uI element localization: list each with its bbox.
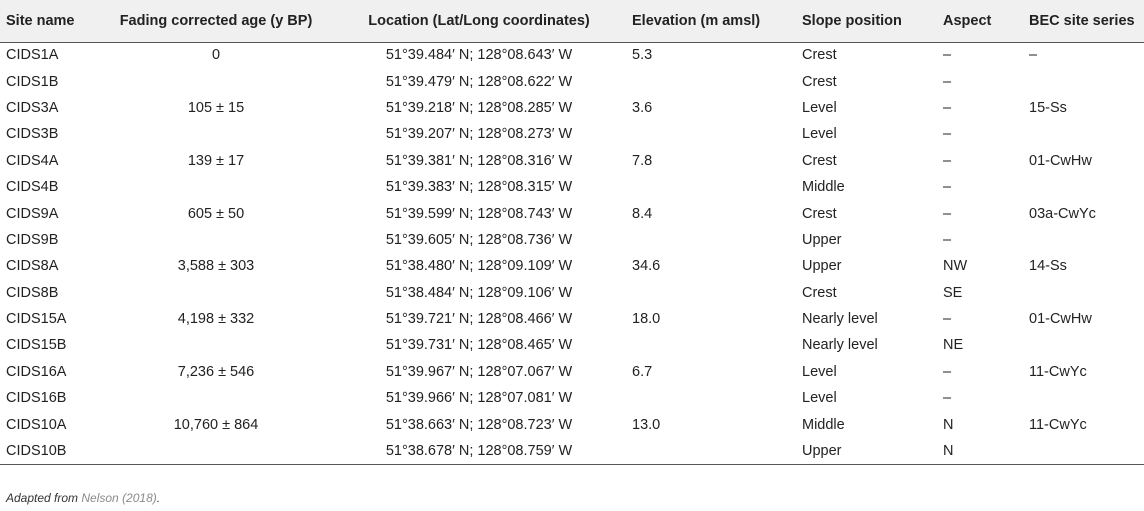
table-cell: Crest xyxy=(802,205,837,222)
table-cell: – xyxy=(943,152,952,169)
table-cell xyxy=(100,385,332,411)
table-cell: 51°39.605′ N; 128°08.736′ W xyxy=(385,231,573,248)
table-cell: 51°38.663′ N; 128°08.723′ W xyxy=(385,416,573,433)
table-cell: – xyxy=(943,73,952,90)
table-row xyxy=(0,385,1144,411)
table-cell: 51°38.678′ N; 128°08.759′ W xyxy=(332,438,626,464)
table-cell: 51°39.599′ N; 128°08.743′ W xyxy=(385,205,573,222)
table-cell xyxy=(1023,121,1144,147)
table-cell: 105 ± 15 xyxy=(187,99,245,116)
table-cell: Upper xyxy=(802,231,842,248)
table-row xyxy=(0,332,1144,358)
table-cell: 13.0 xyxy=(632,416,661,433)
table-cell: 01-CwHw xyxy=(1029,152,1092,169)
table-cell: Middle xyxy=(802,416,845,433)
table-cell: 5.3 xyxy=(632,47,653,64)
table-cell: 10,760 ± 864 xyxy=(173,416,259,433)
table-cell: CIDS9B xyxy=(6,231,59,248)
table-cell: 139 ± 17 xyxy=(187,152,245,169)
table-cell: – xyxy=(943,47,952,64)
table-cell: 4,198 ± 332 xyxy=(177,311,255,328)
header-row xyxy=(0,0,1144,42)
table-cell xyxy=(1023,385,1144,411)
table-cell: Middle xyxy=(802,179,845,196)
table-cell xyxy=(1023,68,1144,94)
table-header xyxy=(0,0,1144,42)
table-cell: CIDS10B xyxy=(0,438,100,464)
table-cell: Crest xyxy=(802,73,837,90)
table-cell: 51°39.731′ N; 128°08.465′ W xyxy=(385,337,573,354)
table-cell: Nearly level xyxy=(802,311,878,328)
table-cell: CIDS16A xyxy=(6,363,67,380)
table-cell: – xyxy=(943,99,952,116)
table-cell xyxy=(626,227,796,253)
table-cell: Level xyxy=(802,363,837,380)
table-cell xyxy=(626,332,796,358)
table-cell: 7,236 ± 546 xyxy=(177,363,255,380)
column-header: Site name xyxy=(0,0,100,42)
table-cell: 51°38.484′ N; 128°09.106′ W xyxy=(385,284,573,301)
table-cell xyxy=(1023,174,1144,200)
table-cell xyxy=(100,68,332,94)
table-cell: CIDS4A xyxy=(6,152,59,169)
table-cell: 8.4 xyxy=(632,205,653,222)
table-cell: 0 xyxy=(211,47,221,64)
table-cell xyxy=(100,280,332,306)
table-cell: CIDS1B xyxy=(6,73,59,90)
table-cell: 18.0 xyxy=(632,311,661,328)
table-cell: CIDS8B xyxy=(6,284,59,301)
table-cell: CIDS3B xyxy=(6,126,59,143)
table-cell xyxy=(100,227,332,253)
table-cell: – xyxy=(943,390,952,407)
caption-reference-link[interactable]: Nelson (2018) xyxy=(81,491,157,505)
table-cell: Crest xyxy=(802,284,837,301)
caption-suffix: . xyxy=(156,491,161,505)
table-cell: 6.7 xyxy=(632,363,653,380)
table-cell: – xyxy=(943,363,952,380)
table-cell xyxy=(100,438,332,464)
table-row xyxy=(0,306,1144,332)
table-cell: N xyxy=(937,438,1023,464)
column-header: BEC site series xyxy=(1023,0,1144,42)
table-cell: Crest xyxy=(802,47,837,64)
table-cell: 11-CwYc xyxy=(1029,416,1087,433)
table-cell: 51°39.484′ N; 128°08.643′ W xyxy=(385,47,573,64)
table-cell: Upper xyxy=(796,438,937,464)
table-row xyxy=(0,121,1144,147)
table-cell: NE xyxy=(943,337,964,354)
table-cell: 15-Ss xyxy=(1029,99,1067,116)
column-header: Aspect xyxy=(937,0,1023,42)
table-cell xyxy=(1023,280,1144,306)
table-cell: CIDS16B xyxy=(6,390,67,407)
table-cell: 01-CwHw xyxy=(1029,311,1092,328)
table-cell xyxy=(1023,332,1144,358)
table-cell xyxy=(626,438,796,464)
table-row xyxy=(0,148,1144,174)
table-row xyxy=(0,359,1144,385)
column-header: Elevation (m amsl) xyxy=(626,0,796,42)
table-cell: 3,588 ± 303 xyxy=(177,258,255,275)
table-cell xyxy=(626,280,796,306)
table-cell: CIDS15A xyxy=(6,311,67,328)
table-cell: 14-Ss xyxy=(1029,258,1067,275)
table-cell: Level xyxy=(802,126,837,143)
column-header: Fading corrected age (y BP) xyxy=(100,0,332,42)
column-header: Location (Lat/Long coordinates) xyxy=(332,0,626,42)
table-row xyxy=(0,280,1144,306)
table-body xyxy=(0,42,1144,464)
table-cell: SE xyxy=(943,284,963,301)
table-cell: Nearly level xyxy=(802,337,878,354)
table-cell xyxy=(626,385,796,411)
table-cell: Level xyxy=(802,99,837,116)
table-row xyxy=(0,438,1144,464)
table-cell xyxy=(1023,227,1144,253)
table-cell: – xyxy=(1029,47,1038,64)
table-cell: 03a-CwYc xyxy=(1029,205,1096,222)
table-cell: 51°38.480′ N; 128°09.109′ W xyxy=(385,258,573,275)
table-cell: CIDS15B xyxy=(6,337,67,354)
table-row xyxy=(0,227,1144,253)
table-row xyxy=(0,253,1144,279)
table-cell: 51°39.383′ N; 128°08.315′ W xyxy=(385,179,573,196)
table-cell xyxy=(626,121,796,147)
table-row xyxy=(0,95,1144,121)
caption-prefix: Adapted from xyxy=(6,491,82,505)
table-cell: CIDS3A xyxy=(6,99,59,116)
table-cell: 51°39.479′ N; 128°08.622′ W xyxy=(385,73,573,90)
table-cell: CIDS9A xyxy=(6,205,59,222)
table-cell xyxy=(1023,438,1144,464)
table-cell: 51°39.381′ N; 128°08.316′ W xyxy=(385,152,573,169)
table-row xyxy=(0,174,1144,200)
table-cell: 7.8 xyxy=(632,152,653,169)
table-cell: Upper xyxy=(802,258,842,275)
table-cell xyxy=(626,68,796,94)
table-cell xyxy=(100,332,332,358)
table-cell: CIDS8A xyxy=(6,258,59,275)
table-cell: 3.6 xyxy=(632,99,653,116)
table-cell: Level xyxy=(802,390,837,407)
table-cell: Crest xyxy=(802,152,837,169)
table-cell: 51°39.721′ N; 128°08.466′ W xyxy=(385,311,573,328)
table-cell: NW xyxy=(943,258,968,275)
table-cell: – xyxy=(943,231,952,248)
column-header: Slope position xyxy=(796,0,937,42)
table-cell: 11-CwYc xyxy=(1029,363,1087,380)
table-row xyxy=(0,200,1144,226)
table-cell: 51°39.967′ N; 128°07.067′ W xyxy=(385,363,573,380)
table-cell: – xyxy=(943,179,952,196)
table-cell xyxy=(100,174,332,200)
table-cell xyxy=(100,121,332,147)
table-cell: CIDS10A xyxy=(6,416,67,433)
table-cell: 51°39.966′ N; 128°07.081′ W xyxy=(385,390,573,407)
table-cell: – xyxy=(943,205,952,222)
table-cell: CIDS4B xyxy=(6,179,59,196)
table-cell: CIDS1A xyxy=(6,47,59,64)
table-caption xyxy=(6,491,160,505)
table-row xyxy=(0,42,1144,68)
table-cell: 605 ± 50 xyxy=(187,205,245,222)
table-cell: N xyxy=(943,416,954,433)
table-cell xyxy=(626,174,796,200)
table-row xyxy=(0,68,1144,94)
table-cell: 51°39.218′ N; 128°08.285′ W xyxy=(385,99,573,116)
table-cell: 34.6 xyxy=(632,258,661,275)
table-cell: 51°39.207′ N; 128°08.273′ W xyxy=(385,126,573,143)
table-cell: – xyxy=(943,126,952,143)
table-cell: – xyxy=(943,311,952,328)
table-row xyxy=(0,411,1144,437)
